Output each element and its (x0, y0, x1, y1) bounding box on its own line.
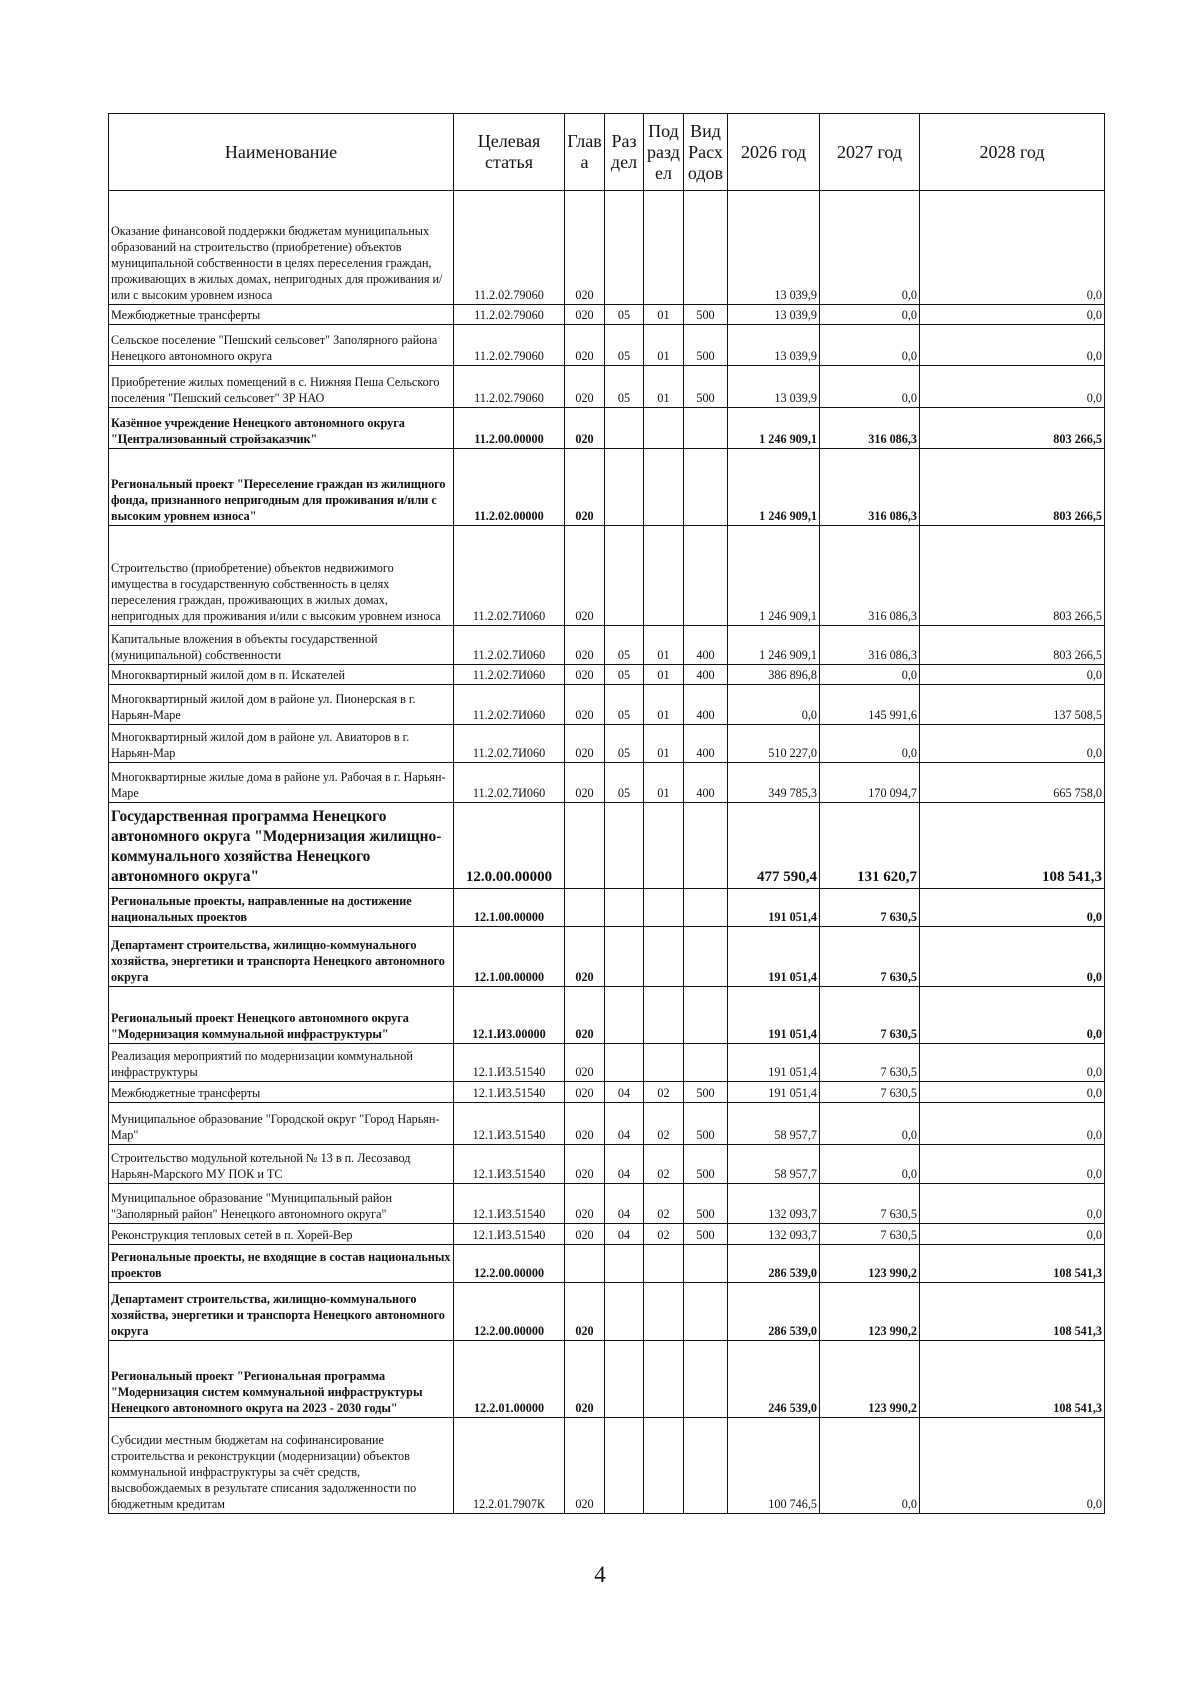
page-number: 4 (594, 1562, 606, 1587)
row-target: 11.2.00.00000 (454, 408, 565, 449)
table-row (109, 325, 1105, 366)
row-2028: 0,0 (920, 927, 1105, 987)
row-chapter: 020 (565, 325, 605, 366)
row-subsection: 02 (644, 1082, 684, 1103)
row-2028: 108 541,3 (920, 1245, 1105, 1283)
row-chapter: 020 (565, 1224, 605, 1245)
row-2026: 386 896,8 (728, 665, 820, 685)
row-chapter: 020 (565, 1044, 605, 1082)
row-target: 11.2.02.79060 (454, 305, 565, 325)
row-2028: 0,0 (920, 1082, 1105, 1103)
row-2026: 13 039,9 (728, 366, 820, 408)
row-chapter: 020 (565, 449, 605, 526)
row-2027: 0,0 (820, 1418, 920, 1514)
row-2027: 7 630,5 (820, 1082, 920, 1103)
row-chapter: 020 (565, 408, 605, 449)
row-target: 11.2.02.7И060 (454, 626, 565, 665)
row-expense-type (684, 889, 728, 927)
row-2027: 7 630,5 (820, 987, 920, 1044)
row-target: 12.1.И3.00000 (454, 987, 565, 1044)
row-subsection (644, 803, 684, 889)
row-section (605, 927, 644, 987)
row-2026: 191 051,4 (728, 1082, 820, 1103)
row-subsection (644, 1044, 684, 1082)
row-2027: 7 630,5 (820, 889, 920, 927)
row-target: 11.2.02.79060 (454, 366, 565, 408)
row-2028: 0,0 (920, 1145, 1105, 1184)
header-target: Целевая статья (454, 114, 565, 191)
row-2027: 0,0 (820, 325, 920, 366)
row-2027: 0,0 (820, 725, 920, 763)
row-expense-type: 500 (684, 366, 728, 408)
row-target: 12.1.И3.51540 (454, 1044, 565, 1082)
row-subsection (644, 987, 684, 1044)
row-2027: 0,0 (820, 191, 920, 305)
row-expense-type (684, 526, 728, 626)
row-2028: 803 266,5 (920, 526, 1105, 626)
row-expense-type: 500 (684, 1103, 728, 1145)
row-expense-type (684, 1283, 728, 1341)
table-row (109, 889, 1105, 927)
row-section: 05 (605, 325, 644, 366)
row-name: Региональные проекты, не входящие в состав национальных проектов (109, 1245, 454, 1283)
row-2028: 137 508,5 (920, 685, 1105, 725)
row-expense-type (684, 987, 728, 1044)
row-2027: 7 630,5 (820, 1224, 920, 1245)
row-subsection: 01 (644, 665, 684, 685)
row-subsection: 01 (644, 626, 684, 665)
row-expense-type (684, 803, 728, 889)
row-expense-type (684, 1245, 728, 1283)
row-2028: 108 541,3 (920, 1341, 1105, 1418)
row-subsection (644, 408, 684, 449)
row-name: Строительство модульной котельной № 13 в п. Лесозавод Нарьян-Марского МУ ПОК и ТС (109, 1145, 454, 1184)
row-chapter: 020 (565, 1184, 605, 1224)
header-subsection: Под разд ел (644, 114, 684, 191)
row-2028: 108 541,3 (920, 1283, 1105, 1341)
table-row (109, 725, 1105, 763)
row-target: 11.2.02.79060 (454, 191, 565, 305)
row-subsection (644, 1245, 684, 1283)
row-2026: 191 051,4 (728, 987, 820, 1044)
row-chapter (565, 803, 605, 889)
row-2026: 58 957,7 (728, 1103, 820, 1145)
row-2026: 349 785,3 (728, 763, 820, 803)
header-chapter: Глав а (565, 114, 605, 191)
row-expense-type (684, 1341, 728, 1418)
table-header-row (109, 114, 1105, 191)
row-2026: 477 590,4 (728, 803, 820, 889)
row-2026: 1 246 909,1 (728, 526, 820, 626)
row-target: 12.2.00.00000 (454, 1245, 565, 1283)
row-chapter: 020 (565, 1341, 605, 1418)
table-row (109, 1341, 1105, 1418)
row-target: 12.0.00.00000 (454, 803, 565, 889)
row-section: 05 (605, 305, 644, 325)
row-name: Реализация мероприятий по модернизации коммунальной инфраструктуры (109, 1044, 454, 1082)
row-chapter: 020 (565, 725, 605, 763)
row-section: 04 (605, 1224, 644, 1245)
budget-table (108, 113, 1105, 1514)
table-row (109, 626, 1105, 665)
row-target: 11.2.02.00000 (454, 449, 565, 526)
row-section: 04 (605, 1082, 644, 1103)
row-subsection (644, 1418, 684, 1514)
row-section (605, 1044, 644, 1082)
row-2028: 0,0 (920, 325, 1105, 366)
row-chapter (565, 1245, 605, 1283)
row-name: Строительство (приобретение) объектов недвижимого имущества в государственную собственность в целях переселения граждан, проживающих в жилых домах, непригодных для проживания и/или с высоким уровнем износа (109, 526, 454, 626)
row-subsection (644, 191, 684, 305)
row-2027: 170 094,7 (820, 763, 920, 803)
row-section (605, 1341, 644, 1418)
row-name: Государственная программа Ненецкого автономного округа "Модернизация жилищно-коммунального хозяйства Ненецкого автономного округа" (109, 803, 454, 889)
row-2026: 191 051,4 (728, 889, 820, 927)
row-section: 04 (605, 1184, 644, 1224)
row-subsection (644, 526, 684, 626)
row-2026: 510 227,0 (728, 725, 820, 763)
row-target: 12.1.И3.51540 (454, 1145, 565, 1184)
row-subsection: 01 (644, 685, 684, 725)
row-2028: 0,0 (920, 1418, 1105, 1514)
row-2028: 0,0 (920, 725, 1105, 763)
header-name: Наименование (109, 114, 454, 191)
row-2027: 123 990,2 (820, 1283, 920, 1341)
row-2026: 13 039,9 (728, 305, 820, 325)
row-2028: 108 541,3 (920, 803, 1105, 889)
row-subsection: 02 (644, 1184, 684, 1224)
row-expense-type: 500 (684, 1145, 728, 1184)
table-row (109, 366, 1105, 408)
row-section (605, 889, 644, 927)
row-name: Сельское поселение "Пешский сельсовет" Заполярного района Ненецкого автономного округа (109, 325, 454, 366)
row-2027: 0,0 (820, 366, 920, 408)
row-subsection (644, 927, 684, 987)
row-target: 12.2.00.00000 (454, 1283, 565, 1341)
table-row (109, 685, 1105, 725)
row-2028: 803 266,5 (920, 626, 1105, 665)
row-section (605, 803, 644, 889)
row-chapter: 020 (565, 685, 605, 725)
row-chapter: 020 (565, 526, 605, 626)
row-name: Многоквартирные жилые дома в районе ул. Рабочая в г. Нарьян-Маре (109, 763, 454, 803)
row-name: Департамент строительства, жилищно-коммунального хозяйства, энергетики и транспорта Ненецкого автономного округа (109, 1283, 454, 1341)
row-subsection: 02 (644, 1145, 684, 1184)
row-name: Многоквартирный жилой дом в районе ул. Пионерская в г. Нарьян-Маре (109, 685, 454, 725)
row-target: 12.1.И3.51540 (454, 1184, 565, 1224)
row-target: 11.2.02.7И060 (454, 763, 565, 803)
row-chapter: 020 (565, 1418, 605, 1514)
row-chapter: 020 (565, 191, 605, 305)
row-chapter: 020 (565, 927, 605, 987)
row-chapter (565, 889, 605, 927)
row-2027: 0,0 (820, 1145, 920, 1184)
row-2026: 191 051,4 (728, 1044, 820, 1082)
row-chapter: 020 (565, 366, 605, 408)
row-2027: 316 086,3 (820, 626, 920, 665)
row-section (605, 526, 644, 626)
row-section (605, 408, 644, 449)
row-target: 12.1.И3.51540 (454, 1082, 565, 1103)
table-row (109, 191, 1105, 305)
table-row (109, 1184, 1105, 1224)
row-expense-type: 500 (684, 1184, 728, 1224)
row-2026: 132 093,7 (728, 1184, 820, 1224)
row-2026: 1 246 909,1 (728, 449, 820, 526)
row-2027: 7 630,5 (820, 1044, 920, 1082)
row-2027: 0,0 (820, 665, 920, 685)
row-2026: 191 051,4 (728, 927, 820, 987)
row-expense-type: 400 (684, 626, 728, 665)
table-row (109, 1418, 1105, 1514)
row-expense-type: 400 (684, 763, 728, 803)
row-2026: 100 746,5 (728, 1418, 820, 1514)
table-row (109, 803, 1105, 889)
row-expense-type: 400 (684, 725, 728, 763)
row-chapter: 020 (565, 763, 605, 803)
row-subsection: 01 (644, 366, 684, 408)
table-row (109, 526, 1105, 626)
table-row (109, 1283, 1105, 1341)
row-2028: 0,0 (920, 889, 1105, 927)
row-2027: 7 630,5 (820, 1184, 920, 1224)
row-chapter: 020 (565, 1145, 605, 1184)
row-2028: 0,0 (920, 191, 1105, 305)
row-2026: 286 539,0 (728, 1283, 820, 1341)
row-2026: 1 246 909,1 (728, 626, 820, 665)
row-2027: 316 086,3 (820, 526, 920, 626)
row-target: 12.1.00.00000 (454, 927, 565, 987)
row-name: Оказание финансовой поддержки бюджетам муниципальных образований на строительство (приобретение) объектов муниципальной собственности в целях переселения граждан, проживающих в жилых домах, непригодных для проживания и/или с высоким уровнем износа (109, 191, 454, 305)
row-section: 05 (605, 665, 644, 685)
row-name: Субсидии местным бюджетам на софинансирование строительства и реконструкции (модернизации) объектов коммунальной инфраструктуры за счёт средств, высвобождаемых в результате списания задолженности по бюджетным кредитам (109, 1418, 454, 1514)
row-2028: 0,0 (920, 1184, 1105, 1224)
row-2027: 0,0 (820, 305, 920, 325)
row-expense-type: 500 (684, 305, 728, 325)
row-section: 05 (605, 725, 644, 763)
table-row (109, 1145, 1105, 1184)
row-section: 05 (605, 763, 644, 803)
table-row (109, 665, 1105, 685)
table-row (109, 305, 1105, 325)
row-name: Реконструкция тепловых сетей в п. Хорей-Вер (109, 1224, 454, 1245)
row-target: 11.2.02.7И060 (454, 725, 565, 763)
row-subsection (644, 889, 684, 927)
header-2028: 2028 год (920, 114, 1105, 191)
row-target: 12.1.И3.51540 (454, 1103, 565, 1145)
row-expense-type: 400 (684, 685, 728, 725)
table-row (109, 1245, 1105, 1283)
row-subsection (644, 1283, 684, 1341)
row-2028: 0,0 (920, 305, 1105, 325)
table-row (109, 1082, 1105, 1103)
row-expense-type: 500 (684, 1082, 728, 1103)
header-section: Раз дел (605, 114, 644, 191)
row-chapter: 020 (565, 1103, 605, 1145)
row-target: 11.2.02.79060 (454, 325, 565, 366)
row-2027: 316 086,3 (820, 408, 920, 449)
row-name: Региональный проект "Переселение граждан из жилищного фонда, признанного непригодным для проживания и/или с высоким уровнем износа" (109, 449, 454, 526)
row-2028: 665 758,0 (920, 763, 1105, 803)
row-name: Многоквартирный жилой дом в п. Искателей (109, 665, 454, 685)
row-name: Департамент строительства, жилищно-коммунального хозяйства, энергетики и транспорта Ненецкого автономного округа (109, 927, 454, 987)
row-chapter: 020 (565, 987, 605, 1044)
row-subsection: 01 (644, 325, 684, 366)
row-chapter: 020 (565, 665, 605, 685)
row-expense-type (684, 927, 728, 987)
table-row (109, 408, 1105, 449)
row-section (605, 191, 644, 305)
header-expense-type: Вид Расх одов (684, 114, 728, 191)
row-2027: 0,0 (820, 1103, 920, 1145)
row-name: Многоквартирный жилой дом в районе ул. Авиаторов в г. Нарьян-Мар (109, 725, 454, 763)
row-name: Региональный проект Ненецкого автономного округа "Модернизация коммунальной инфраструктуры" (109, 987, 454, 1044)
row-expense-type: 400 (684, 665, 728, 685)
row-2028: 803 266,5 (920, 408, 1105, 449)
header-2027: 2027 год (820, 114, 920, 191)
row-target: 12.1.И3.51540 (454, 1224, 565, 1245)
row-target: 12.1.00.00000 (454, 889, 565, 927)
row-expense-type (684, 1044, 728, 1082)
row-2028: 0,0 (920, 1224, 1105, 1245)
row-name: Региональные проекты, направленные на достижение национальных проектов (109, 889, 454, 927)
row-2026: 13 039,9 (728, 325, 820, 366)
row-target: 11.2.02.7И060 (454, 526, 565, 626)
row-2028: 0,0 (920, 1103, 1105, 1145)
row-subsection: 02 (644, 1224, 684, 1245)
row-subsection: 01 (644, 305, 684, 325)
row-2027: 131 620,7 (820, 803, 920, 889)
row-chapter: 020 (565, 1283, 605, 1341)
header-2026: 2026 год (728, 114, 820, 191)
row-name: Межбюджетные трансферты (109, 1082, 454, 1103)
row-2026: 1 246 909,1 (728, 408, 820, 449)
row-expense-type (684, 408, 728, 449)
row-section (605, 449, 644, 526)
row-section: 05 (605, 685, 644, 725)
row-subsection (644, 1341, 684, 1418)
row-section (605, 987, 644, 1044)
row-target: 12.2.01.7907К (454, 1418, 565, 1514)
table-row (109, 987, 1105, 1044)
row-2026: 286 539,0 (728, 1245, 820, 1283)
row-section: 05 (605, 626, 644, 665)
row-2027: 316 086,3 (820, 449, 920, 526)
row-2028: 0,0 (920, 366, 1105, 408)
row-subsection: 02 (644, 1103, 684, 1145)
row-2026: 58 957,7 (728, 1145, 820, 1184)
row-name: Казённое учреждение Ненецкого автономного округа "Централизованный стройзаказчик" (109, 408, 454, 449)
row-name: Муниципальное образование "Городской округ "Город Нарьян-Мар" (109, 1103, 454, 1145)
row-subsection (644, 449, 684, 526)
row-2027: 145 991,6 (820, 685, 920, 725)
row-name: Региональный проект "Региональная программа "Модернизация систем коммунальной инфраструктуры Ненецкого автономного округа на 2023 - 2030 годы" (109, 1341, 454, 1418)
row-name: Межбюджетные трансферты (109, 305, 454, 325)
row-2028: 0,0 (920, 987, 1105, 1044)
row-2027: 7 630,5 (820, 927, 920, 987)
row-section (605, 1283, 644, 1341)
row-expense-type (684, 191, 728, 305)
row-name: Капитальные вложения в объекты государственной (муниципальной) собственности (109, 626, 454, 665)
row-2026: 132 093,7 (728, 1224, 820, 1245)
table-row (109, 927, 1105, 987)
row-expense-type (684, 1418, 728, 1514)
row-section: 04 (605, 1145, 644, 1184)
row-2028: 0,0 (920, 665, 1105, 685)
row-section: 05 (605, 366, 644, 408)
table-row (109, 1224, 1105, 1245)
row-name: Приобретение жилых помещений в с. Нижняя Пеша Сельского поселения "Пешский сельсовет" ЗР НАО (109, 366, 454, 408)
row-subsection: 01 (644, 763, 684, 803)
row-target: 11.2.02.7И060 (454, 685, 565, 725)
row-2028: 803 266,5 (920, 449, 1105, 526)
row-expense-type (684, 449, 728, 526)
row-chapter: 020 (565, 305, 605, 325)
row-section (605, 1245, 644, 1283)
row-name: Муниципальное образование "Муниципальный район "Заполярный район" Ненецкого автономного округа" (109, 1184, 454, 1224)
table-row (109, 1103, 1105, 1145)
row-expense-type: 500 (684, 325, 728, 366)
row-target: 11.2.02.7И060 (454, 665, 565, 685)
row-chapter: 020 (565, 1082, 605, 1103)
row-subsection: 01 (644, 725, 684, 763)
row-2027: 123 990,2 (820, 1245, 920, 1283)
row-2026: 13 039,9 (728, 191, 820, 305)
row-2026: 246 539,0 (728, 1341, 820, 1418)
row-2026: 0,0 (728, 685, 820, 725)
row-2027: 123 990,2 (820, 1341, 920, 1418)
table-row (109, 1044, 1105, 1082)
table-row (109, 763, 1105, 803)
table-row (109, 449, 1105, 526)
row-2028: 0,0 (920, 1044, 1105, 1082)
row-section (605, 1418, 644, 1514)
row-chapter: 020 (565, 626, 605, 665)
row-section: 04 (605, 1103, 644, 1145)
row-expense-type: 500 (684, 1224, 728, 1245)
row-target: 12.2.01.00000 (454, 1341, 565, 1418)
